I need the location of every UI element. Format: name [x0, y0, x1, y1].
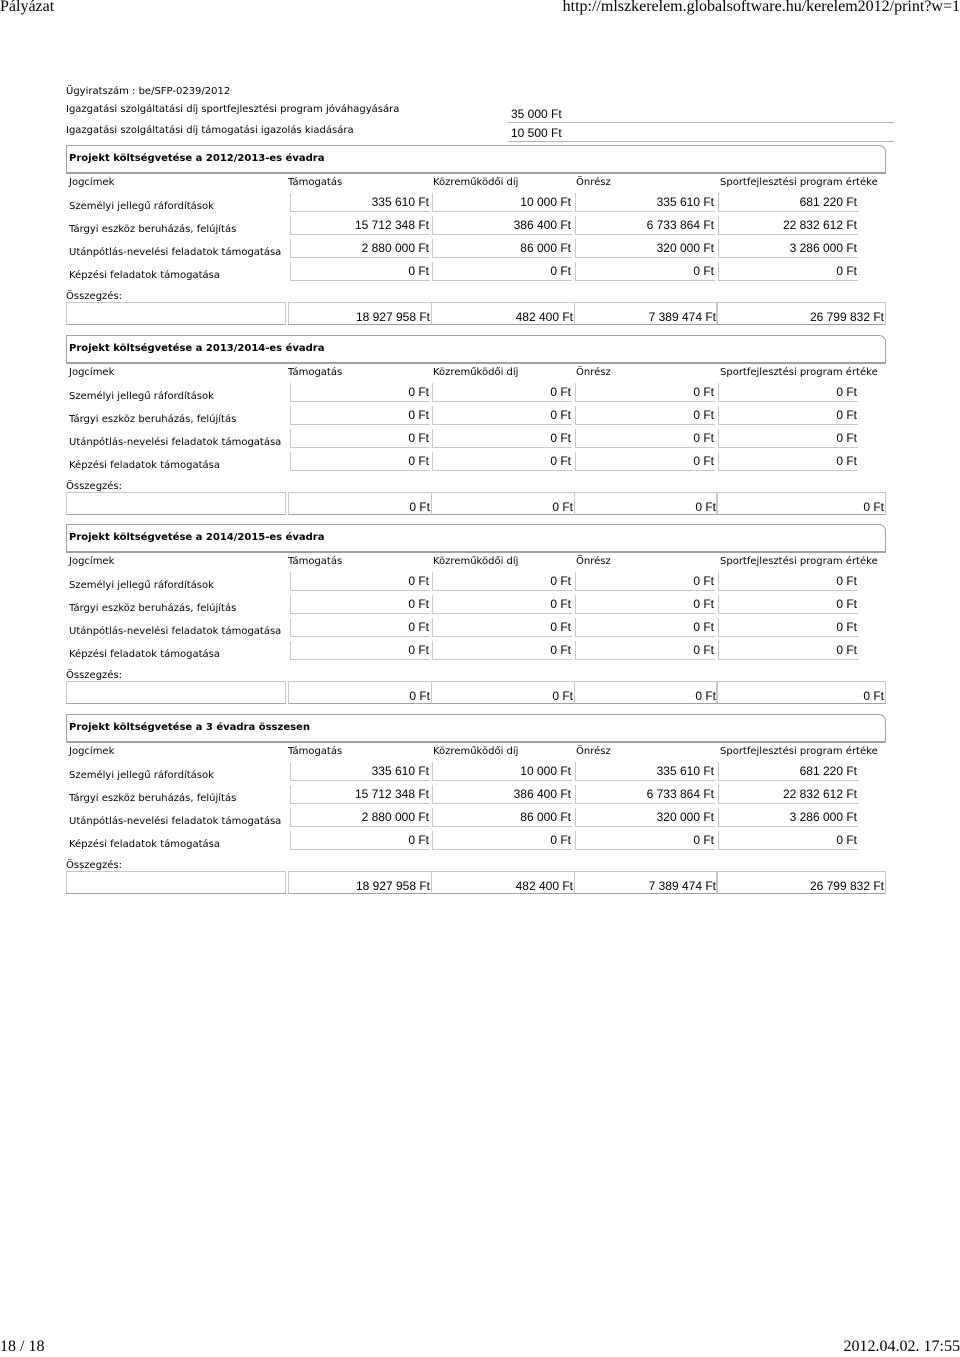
amount-cell: 0 Ft — [575, 262, 715, 281]
amount-cell: 386 400 Ft — [432, 216, 572, 235]
approval-fee-label: Igazgatási szolgáltatási díj sportfejlesztési program jóváhagyására — [66, 104, 400, 115]
row-label: Utánpótlás-nevelési feladatok támogatása — [69, 816, 282, 827]
row-label: Képzési feladatok támogatása — [69, 649, 220, 660]
total-cell: 0 Ft — [716, 492, 886, 515]
amount-cell: 0 Ft — [290, 429, 430, 448]
total-cell: 26 799 832 Ft — [716, 302, 886, 325]
column-header: Jogcímek — [69, 556, 115, 567]
row-label: Személyi jellegű ráfordítások — [69, 580, 214, 591]
amount-cell: 681 220 Ft — [718, 193, 858, 212]
amount-cell: 0 Ft — [432, 383, 572, 402]
amount-cell: 22 832 612 Ft — [718, 216, 858, 235]
row-label: Képzési feladatok támogatása — [69, 839, 220, 850]
column-header: Jogcímek — [69, 177, 115, 188]
print-timestamp: 2012.04.02. 17:55 — [843, 1338, 960, 1355]
amount-cell: 15 712 348 Ft — [290, 216, 430, 235]
amount-cell: 320 000 Ft — [575, 808, 715, 827]
amount-cell: 0 Ft — [575, 429, 715, 448]
print-header-title: Pályázat — [0, 0, 55, 15]
amount-cell: 10 000 Ft — [432, 762, 572, 781]
row-label: Személyi jellegű ráfordítások — [69, 770, 214, 781]
total-cell: 0 Ft — [288, 681, 432, 704]
amount-cell: 0 Ft — [718, 618, 858, 637]
amount-cell: 0 Ft — [290, 406, 430, 425]
column-header: Támogatás — [288, 556, 343, 567]
case-number: Ügyiratszám : be/SFP-0239/2012 — [66, 86, 231, 97]
amount-cell: 0 Ft — [290, 618, 430, 637]
amount-cell: 0 Ft — [290, 595, 430, 614]
column-header: Önrész — [576, 746, 611, 757]
row-label: Személyi jellegű ráfordítások — [69, 201, 214, 212]
column-header: Sportfejlesztési program értéke — [720, 367, 878, 378]
total-cell: 482 400 Ft — [431, 871, 575, 894]
print-header-url: http://mlszkerelem.globalsoftware.hu/kerelem2012/print?w=1 — [562, 0, 960, 15]
summary-label: Összegzés: — [66, 860, 123, 871]
amount-cell: 0 Ft — [718, 406, 858, 425]
amount-cell: 0 Ft — [432, 595, 572, 614]
amount-cell: 6 733 864 Ft — [575, 785, 715, 804]
column-header: Önrész — [576, 367, 611, 378]
amount-cell: 6 733 864 Ft — [575, 216, 715, 235]
amount-cell: 10 000 Ft — [432, 193, 572, 212]
amount-cell: 0 Ft — [718, 831, 858, 850]
amount-cell: 22 832 612 Ft — [718, 785, 858, 804]
amount-cell: 0 Ft — [575, 383, 715, 402]
amount-cell: 0 Ft — [432, 406, 572, 425]
total-cell: 26 799 832 Ft — [716, 871, 886, 894]
amount-cell: 0 Ft — [432, 641, 572, 660]
amount-cell: 0 Ft — [575, 831, 715, 850]
section-title: Projekt költségvetése a 2012/2013-es évadra — [69, 153, 325, 164]
amount-cell: 0 Ft — [432, 429, 572, 448]
amount-cell: 0 Ft — [575, 406, 715, 425]
amount-cell: 86 000 Ft — [432, 239, 572, 258]
page-number: 18 / 18 — [0, 1338, 45, 1355]
amount-cell: 335 610 Ft — [290, 762, 430, 781]
row-label: Utánpótlás-nevelési feladatok támogatása — [69, 626, 282, 637]
total-cell: 0 Ft — [574, 681, 718, 704]
summary-label-box — [66, 302, 286, 325]
amount-cell: 3 286 000 Ft — [718, 239, 858, 258]
row-label: Tárgyi eszköz beruházás, felújítás — [69, 414, 237, 425]
total-cell: 0 Ft — [431, 681, 575, 704]
total-cell: 0 Ft — [716, 681, 886, 704]
column-header: Közreműködői díj — [433, 556, 519, 567]
total-cell: 0 Ft — [431, 492, 575, 515]
amount-cell: 0 Ft — [718, 572, 858, 591]
total-cell: 0 Ft — [288, 492, 432, 515]
total-cell: 0 Ft — [574, 492, 718, 515]
column-header: Támogatás — [288, 367, 343, 378]
column-header: Támogatás — [288, 746, 343, 757]
summary-label-box — [66, 492, 286, 515]
column-header: Közreműködői díj — [433, 367, 519, 378]
row-label: Tárgyi eszköz beruházás, felújítás — [69, 603, 237, 614]
amount-cell: 3 286 000 Ft — [718, 808, 858, 827]
summary-label: Összegzés: — [66, 481, 123, 492]
amount-cell: 0 Ft — [718, 262, 858, 281]
amount-cell: 0 Ft — [575, 595, 715, 614]
amount-cell: 0 Ft — [718, 641, 858, 660]
amount-cell: 0 Ft — [575, 572, 715, 591]
row-label: Tárgyi eszköz beruházás, felújítás — [69, 224, 237, 235]
amount-cell: 0 Ft — [290, 383, 430, 402]
amount-cell: 0 Ft — [290, 572, 430, 591]
amount-cell: 0 Ft — [718, 383, 858, 402]
amount-cell: 681 220 Ft — [718, 762, 858, 781]
column-header: Sportfejlesztési program értéke — [720, 177, 878, 188]
column-header: Jogcímek — [69, 746, 115, 757]
column-header: Közreműködői díj — [433, 177, 519, 188]
amount-cell: 0 Ft — [718, 595, 858, 614]
approval-fee-value: 35 000 Ft — [508, 106, 894, 123]
certificate-fee-label: Igazgatási szolgáltatási díj támogatási igazolás kiadására — [66, 125, 354, 136]
column-header: Támogatás — [288, 177, 343, 188]
amount-cell: 2 880 000 Ft — [290, 239, 430, 258]
total-cell: 7 389 474 Ft — [574, 871, 718, 894]
amount-cell: 15 712 348 Ft — [290, 785, 430, 804]
amount-cell: 386 400 Ft — [432, 785, 572, 804]
amount-cell: 0 Ft — [290, 452, 430, 471]
total-cell: 18 927 958 Ft — [288, 302, 432, 325]
amount-cell: 0 Ft — [432, 618, 572, 637]
amount-cell: 0 Ft — [432, 572, 572, 591]
amount-cell: 0 Ft — [432, 831, 572, 850]
row-label: Képzési feladatok támogatása — [69, 270, 220, 281]
amount-cell: 86 000 Ft — [432, 808, 572, 827]
amount-cell: 0 Ft — [575, 452, 715, 471]
row-label: Képzési feladatok támogatása — [69, 460, 220, 471]
amount-cell: 0 Ft — [718, 452, 858, 471]
summary-label: Összegzés: — [66, 670, 123, 681]
section-title: Projekt költségvetése a 2013/2014-es évadra — [69, 343, 325, 354]
summary-label-box — [66, 871, 286, 894]
column-header: Önrész — [576, 177, 611, 188]
row-label: Utánpótlás-nevelési feladatok támogatása — [69, 437, 282, 448]
column-header: Sportfejlesztési program értéke — [720, 556, 878, 567]
total-cell: 482 400 Ft — [431, 302, 575, 325]
amount-cell: 0 Ft — [290, 262, 430, 281]
amount-cell: 0 Ft — [290, 831, 430, 850]
amount-cell: 0 Ft — [432, 452, 572, 471]
amount-cell: 2 880 000 Ft — [290, 808, 430, 827]
column-header: Közreműködői díj — [433, 746, 519, 757]
section-title: Projekt költségvetése a 2014/2015-es évadra — [69, 532, 325, 543]
column-header: Sportfejlesztési program értéke — [720, 746, 878, 757]
amount-cell: 335 610 Ft — [575, 193, 715, 212]
amount-cell: 0 Ft — [575, 618, 715, 637]
row-label: Utánpótlás-nevelési feladatok támogatása — [69, 247, 282, 258]
row-label: Személyi jellegű ráfordítások — [69, 391, 214, 402]
amount-cell: 335 610 Ft — [290, 193, 430, 212]
amount-cell: 0 Ft — [575, 641, 715, 660]
summary-label: Összegzés: — [66, 291, 123, 302]
total-cell: 7 389 474 Ft — [574, 302, 718, 325]
section-title: Projekt költségvetése a 3 évadra összesen — [69, 722, 310, 733]
row-label: Tárgyi eszköz beruházás, felújítás — [69, 793, 237, 804]
amount-cell: 320 000 Ft — [575, 239, 715, 258]
amount-cell: 0 Ft — [290, 641, 430, 660]
column-header: Jogcímek — [69, 367, 115, 378]
total-cell: 18 927 958 Ft — [288, 871, 432, 894]
amount-cell: 335 610 Ft — [575, 762, 715, 781]
column-header: Önrész — [576, 556, 611, 567]
certificate-fee-value: 10 500 Ft — [508, 125, 894, 142]
amount-cell: 0 Ft — [432, 262, 572, 281]
summary-label-box — [66, 681, 286, 704]
amount-cell: 0 Ft — [718, 429, 858, 448]
